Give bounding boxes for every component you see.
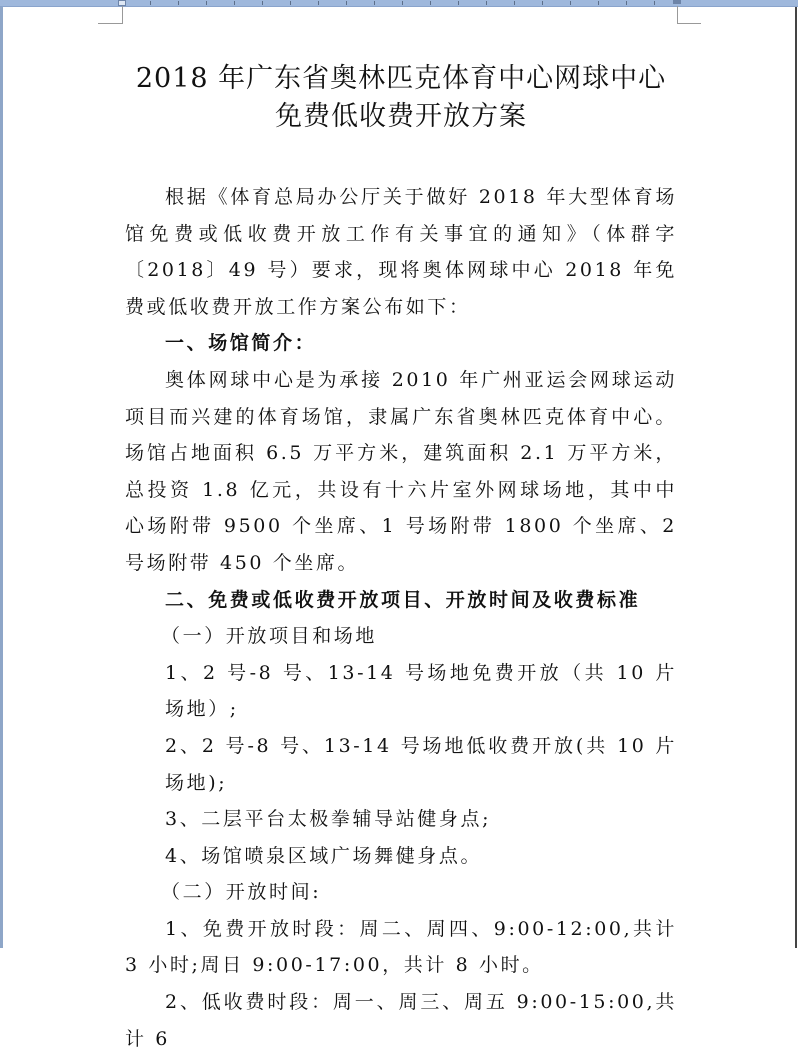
section-2-heading: 二、免费或低收费开放项目、开放时间及收费标准 xyxy=(165,588,641,611)
ruler-tick xyxy=(318,1,319,5)
list-item: 4、场馆喷泉区域广场舞健身点。 xyxy=(165,844,483,867)
ruler-tick xyxy=(374,1,375,5)
list-item: 1、免费开放时段：周二、周四、9:00-12:00,共计 3 小时;周日 9:00-17:00，共计 8 小时。 xyxy=(125,917,677,977)
ruler-tick xyxy=(178,1,179,5)
title-line-1: 2018 年广东省奥林匹克体育中心网球中心 xyxy=(135,63,667,94)
ruler-tick xyxy=(206,1,207,5)
ruler-tick xyxy=(542,1,543,5)
ruler-tick xyxy=(486,1,487,5)
title-line-2: 免费低收费开放方案 xyxy=(275,101,527,132)
ruler-tick xyxy=(598,1,599,5)
ruler-tick xyxy=(234,1,235,5)
ruler-tick xyxy=(346,1,347,5)
ruler-tick xyxy=(290,1,291,5)
subsection-2-heading: （二）开放时间: xyxy=(161,881,322,904)
ruler-tick xyxy=(150,1,151,5)
subsection-1-heading: （一）开放项目和场地 xyxy=(161,625,378,648)
ruler-tick xyxy=(654,1,655,5)
ruler-tick xyxy=(570,1,571,5)
document-title xyxy=(125,60,677,136)
ruler-tick xyxy=(262,1,263,5)
document-body xyxy=(125,179,677,1057)
document-page[interactable] xyxy=(125,60,677,1057)
page-edge xyxy=(795,7,797,948)
intro-paragraph: 根据《体育总局办公厅关于做好 2018 年大型体育场馆免费或低收费开放工作有关事宜的通知》（体群字〔2018〕49 号）要求，现将奥体网球中心 2018 年免费或低收费开放工作方案公布如下： xyxy=(125,186,677,318)
margin-corner-mark-top-left xyxy=(98,6,123,24)
margin-corner-mark-top-right xyxy=(677,6,701,24)
list-item: 1、2 号-8 号、13-14 号场地免费开放（共 10 片场地）; xyxy=(165,661,677,721)
list-item: 2、2 号-8 号、13-14 号场地低收费开放(共 10 片场地); xyxy=(165,734,677,794)
vertical-ruler[interactable] xyxy=(0,7,3,948)
ruler-tick xyxy=(514,1,515,5)
ruler-tick xyxy=(402,1,403,5)
ruler-tick xyxy=(626,1,627,5)
list-item: 3、二层平台太极拳辅导站健身点; xyxy=(165,808,492,831)
right-indent-marker[interactable] xyxy=(673,0,681,4)
section-1-text: 奥体网球中心是为承接 2010 年广州亚运会网球运动项目而兴建的体育场馆，隶属广东省奥林匹克体育中心。场馆占地面积 6.5 万平方米，建筑面积 2.1 万平方米，总投资 1.8 亿元，共设有十六片室外网球场地，其中中心场附带 9500 个坐席、1 号场附带 1800 个坐席、2 号场附带 450 个坐席。 xyxy=(125,368,677,574)
list-item: 2、低收费时段：周一、周三、周五 9:00-15:00,共计 6 xyxy=(125,991,677,1050)
section-1-heading: 一、场馆简介： xyxy=(165,332,317,355)
ruler-tick xyxy=(458,1,459,5)
ruler-tick xyxy=(430,1,431,5)
